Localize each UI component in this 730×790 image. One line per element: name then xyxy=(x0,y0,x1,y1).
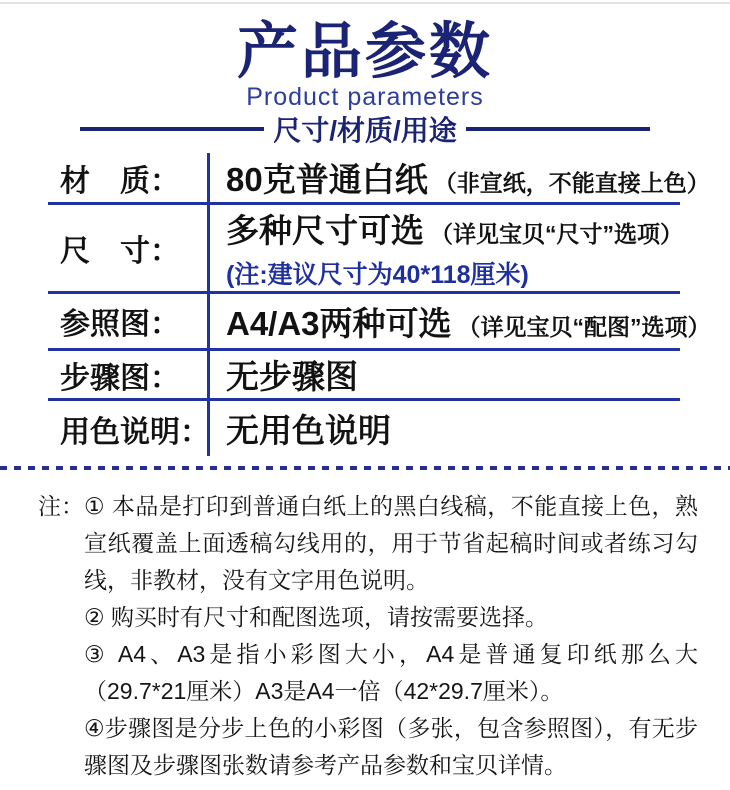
spec-value-main: 80克普通白纸 xyxy=(226,161,428,198)
spec-table xyxy=(48,153,711,456)
tagline-text: 尺寸/材质/用途 xyxy=(273,115,457,146)
spec-value-main: 无步骤图 xyxy=(226,358,358,395)
page-title: 产品参数 xyxy=(236,17,493,85)
tagline-line-right xyxy=(466,127,650,131)
spec-value-line xyxy=(226,405,680,452)
spec-row-color-instructions xyxy=(48,401,680,456)
spec-label-color-instructions: 用色说明： xyxy=(48,401,210,456)
spec-value-main: 无用色说明 xyxy=(226,412,391,449)
notes-section xyxy=(0,488,730,784)
spec-label-reference-image: 参照图： xyxy=(48,294,210,348)
spec-value-reference-image xyxy=(210,294,711,348)
page-subtitle: Product parameters xyxy=(246,83,484,111)
note-item-2: ② 购买时有尺寸和配图选项，请按需要选择。 xyxy=(84,604,549,630)
tagline-line-left xyxy=(80,127,264,131)
spec-value-material xyxy=(210,153,710,202)
spec-size-suggestion-note: (注:建议尺寸为40*118厘米) xyxy=(226,261,529,289)
spec-value-step-images xyxy=(210,351,680,398)
spec-row-step-images xyxy=(48,351,680,401)
spec-value-line xyxy=(226,154,710,201)
spec-value-color-instructions xyxy=(210,401,680,456)
spec-row-material xyxy=(48,153,710,205)
notes-list xyxy=(84,488,698,784)
spec-value-line xyxy=(226,298,711,345)
note-item-3: ③ A4、A3是指小彩图大小，A4是普通复印纸那么大（29.7*21厘米）A3是A4一倍（42*29.7厘米）。 xyxy=(84,641,698,704)
note-item-1: ① 本品是打印到普通白纸上的黑白线稿，不能直接上色，熟宣纸覆盖上面透稿勾线用的，用于节省起稿时间或者练习勾线，非教材，没有文字用色说明。 xyxy=(84,493,698,593)
spec-value-size xyxy=(210,205,683,291)
spec-value-main: 多种尺寸可选 xyxy=(226,212,424,249)
notes-prefix: 注： xyxy=(38,493,84,519)
spec-row-reference-image xyxy=(48,294,711,351)
spec-value-note: （非宣纸，不能直接上色） xyxy=(433,170,710,196)
header xyxy=(0,4,730,145)
spec-value-note: （详见宝贝“配图”选项） xyxy=(457,313,711,340)
spec-value-main: A4/A3两种可选 xyxy=(226,304,452,342)
spec-row-size xyxy=(48,205,683,294)
spec-label-material: 材 质： xyxy=(48,153,210,202)
tagline-row xyxy=(0,113,730,145)
dashed-divider xyxy=(0,466,730,470)
spec-label-step-images: 步骤图： xyxy=(48,351,210,398)
note-item-4: ④步骤图是分步上色的小彩图（多张，包含参照图），有无步骤图及步骤图张数请参考产品参数和宝贝详情。 xyxy=(84,715,698,778)
spec-value-line xyxy=(226,205,683,252)
spec-value-note: （详见宝贝“尺寸”选项） xyxy=(430,221,683,247)
spec-label-size: 尺 寸： xyxy=(48,205,210,291)
spec-value-line xyxy=(226,351,680,398)
